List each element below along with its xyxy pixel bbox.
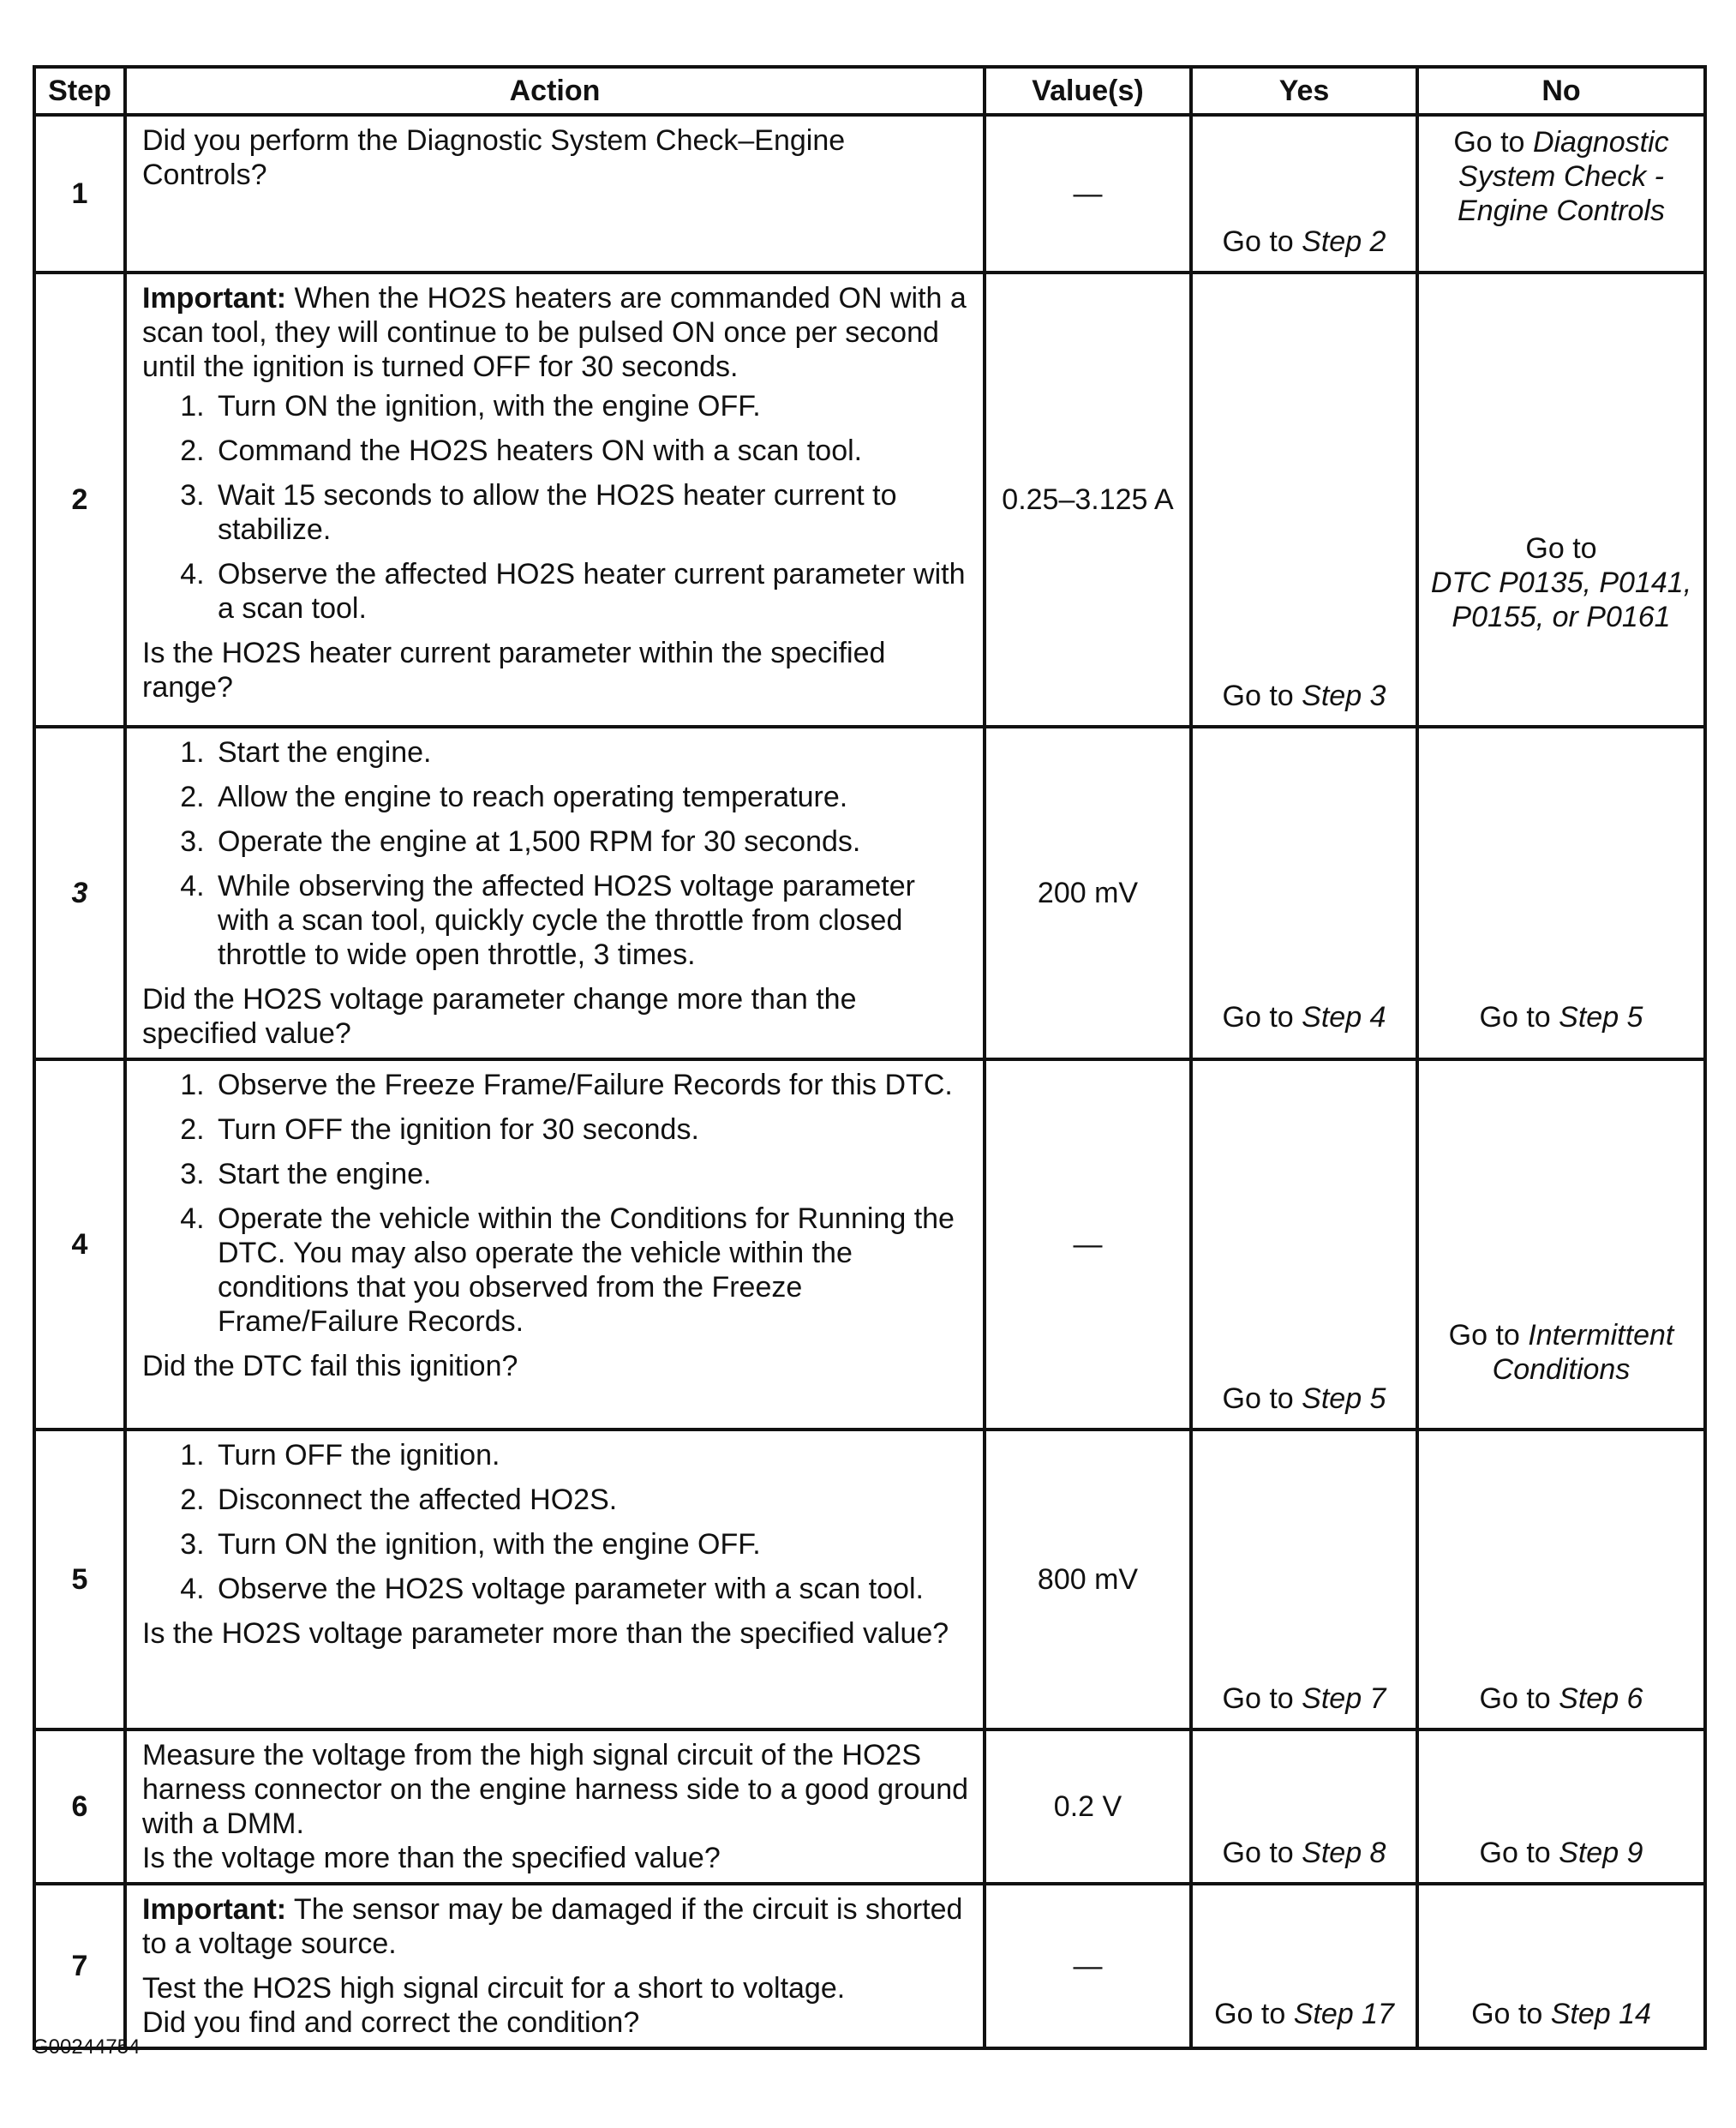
yes-prefix: Go to xyxy=(1222,1837,1294,1869)
step-number: 2 xyxy=(34,273,125,727)
figure-id: G00244754 xyxy=(33,2035,141,2059)
no-prefix: Go to xyxy=(1479,1001,1551,1034)
no-target: Diagnostic System Check - Engine Controls xyxy=(1458,126,1669,227)
value-cell: 800 mV xyxy=(985,1430,1191,1729)
no-prefix: Go to xyxy=(1525,532,1597,565)
action-cell xyxy=(125,727,985,1059)
question-text: Is the HO2S voltage parameter more than the specified value? xyxy=(142,1617,949,1650)
step-number: 5 xyxy=(34,1430,125,1729)
yes-cell xyxy=(1191,1059,1417,1430)
yes-target: Step 3 xyxy=(1302,680,1386,712)
value-cell: 0.25–3.125 A xyxy=(985,273,1191,727)
table-row xyxy=(34,1884,1705,2048)
action-text: Did you perform the Diagnostic System Check–Engine Controls? xyxy=(142,124,846,191)
yes-cell xyxy=(1191,273,1417,727)
header-no: No xyxy=(1417,67,1705,115)
header-action: Action xyxy=(125,67,985,115)
no-target: Step 14 xyxy=(1550,1998,1651,2030)
yes-prefix: Go to xyxy=(1222,1682,1294,1715)
header-yes: Yes xyxy=(1191,67,1417,115)
header-step: Step xyxy=(34,67,125,115)
action-cell xyxy=(125,115,985,273)
yes-target: Step 7 xyxy=(1302,1682,1386,1715)
step-number: 3 xyxy=(34,727,125,1059)
no-prefix: Go to xyxy=(1471,1998,1543,2030)
action-cell xyxy=(125,1729,985,1884)
yes-target: Step 4 xyxy=(1302,1001,1386,1034)
question-text: Is the HO2S heater current parameter within the specified range? xyxy=(142,637,886,704)
table-row xyxy=(34,1729,1705,1884)
no-cell xyxy=(1417,273,1705,727)
action-cell xyxy=(125,273,985,727)
list-item: 4. While observing the affected HO2S voltage parameter with a scan tool, quickly cycle the throttle from closed throttle to wide open throttle, 3 times. xyxy=(213,869,971,972)
action-cell xyxy=(125,1884,985,2048)
table-row xyxy=(34,115,1705,273)
list-item: 2. Command the HO2S heaters ON with a scan tool. xyxy=(213,434,971,468)
important-label: Important: xyxy=(142,1893,287,1926)
action-text: Test the HO2S high signal circuit for a short to voltage. xyxy=(142,1972,846,2005)
yes-cell xyxy=(1191,1430,1417,1729)
no-prefix: Go to xyxy=(1453,126,1525,159)
yes-target: Step 5 xyxy=(1302,1382,1386,1415)
step-number: 6 xyxy=(34,1729,125,1884)
yes-prefix: Go to xyxy=(1222,1001,1294,1034)
yes-cell xyxy=(1191,115,1417,273)
list-item: 1. Turn OFF the ignition. xyxy=(213,1438,971,1472)
list-item: 1. Turn ON the ignition, with the engine OFF. xyxy=(213,389,971,423)
list-item: 1. Observe the Freeze Frame/Failure Records for this DTC. xyxy=(213,1068,971,1102)
question-text: Did the DTC fail this ignition? xyxy=(142,1350,518,1382)
value-cell: — xyxy=(985,115,1191,273)
action-list xyxy=(142,1068,971,1339)
yes-target: Step 8 xyxy=(1302,1837,1386,1869)
action-list xyxy=(142,735,971,972)
action-cell xyxy=(125,1430,985,1729)
list-item: 3. Operate the engine at 1,500 RPM for 30 seconds. xyxy=(213,824,971,859)
yes-cell xyxy=(1191,727,1417,1059)
important-text: The sensor may be damaged if the circuit is shorted to a voltage source. xyxy=(142,1893,963,1960)
important-label: Important: xyxy=(142,282,287,315)
no-target: Intermittent Conditions xyxy=(1492,1319,1674,1386)
list-item: 2. Allow the engine to reach operating temperature. xyxy=(213,780,971,814)
table-row xyxy=(34,727,1705,1059)
action-list xyxy=(142,1438,971,1606)
step-number: 1 xyxy=(34,115,125,273)
diagnostic-table xyxy=(33,65,1707,2050)
no-prefix: Go to xyxy=(1448,1319,1520,1352)
action-cell xyxy=(125,1059,985,1430)
header-values: Value(s) xyxy=(985,67,1191,115)
question-text: Did you find and correct the condition? xyxy=(142,2006,640,2039)
yes-target: Step 2 xyxy=(1302,225,1386,258)
list-item: 3. Start the engine. xyxy=(213,1157,971,1191)
list-item: 3. Wait 15 seconds to allow the HO2S heater current to stabilize. xyxy=(213,478,971,547)
action-text: Measure the voltage from the high signal circuit of the HO2S harness connector on the engine harness side to a good ground with a DMM. xyxy=(142,1739,969,1840)
yes-target: Step 17 xyxy=(1293,1998,1394,2030)
value-cell: — xyxy=(985,1884,1191,2048)
step-number: 4 xyxy=(34,1059,125,1430)
table-row xyxy=(34,1430,1705,1729)
no-prefix: Go to xyxy=(1479,1837,1551,1869)
no-target: Step 6 xyxy=(1559,1682,1643,1715)
no-target: DTC P0135, P0141, P0155, or P0161 xyxy=(1430,566,1692,633)
question-text: Is the voltage more than the specified value? xyxy=(142,1842,721,1874)
yes-prefix: Go to xyxy=(1222,225,1294,258)
value-cell: 200 mV xyxy=(985,727,1191,1059)
table-row xyxy=(34,273,1705,727)
value-cell: — xyxy=(985,1059,1191,1430)
header-row xyxy=(34,67,1705,115)
list-item: 3. Turn ON the ignition, with the engine OFF. xyxy=(213,1527,971,1562)
yes-cell xyxy=(1191,1729,1417,1884)
list-item: 4. Observe the affected HO2S heater current parameter with a scan tool. xyxy=(213,557,971,626)
list-item: 4. Observe the HO2S voltage parameter with a scan tool. xyxy=(213,1572,971,1606)
no-prefix: Go to xyxy=(1479,1682,1551,1715)
yes-cell xyxy=(1191,1884,1417,2048)
no-cell xyxy=(1417,1430,1705,1729)
yes-prefix: Go to xyxy=(1222,680,1294,712)
no-cell xyxy=(1417,1729,1705,1884)
no-cell xyxy=(1417,1884,1705,2048)
list-item: 2. Turn OFF the ignition for 30 seconds. xyxy=(213,1112,971,1147)
value-cell: 0.2 V xyxy=(985,1729,1191,1884)
question-text: Did the HO2S voltage parameter change more than the specified value? xyxy=(142,983,857,1050)
step-number: 7 xyxy=(34,1884,125,2048)
list-item: 2. Disconnect the affected HO2S. xyxy=(213,1483,971,1517)
yes-prefix: Go to xyxy=(1214,1998,1286,2030)
yes-prefix: Go to xyxy=(1222,1382,1294,1415)
table-row xyxy=(34,1059,1705,1430)
no-cell xyxy=(1417,727,1705,1059)
list-item: 4. Operate the vehicle within the Conditions for Running the DTC. You may also operate the vehicle within the conditions that you observed from the Freeze Frame/Failure Records. xyxy=(213,1202,971,1339)
action-list xyxy=(142,389,971,626)
important-text: When the HO2S heaters are commanded ON with a scan tool, they will continue to be pulsed ON once per second until the ignition is turned OFF for 30 seconds. xyxy=(142,282,967,383)
no-cell xyxy=(1417,115,1705,273)
no-cell xyxy=(1417,1059,1705,1430)
no-target: Step 9 xyxy=(1559,1837,1643,1869)
no-target: Step 5 xyxy=(1559,1001,1643,1034)
list-item: 1. Start the engine. xyxy=(213,735,971,770)
